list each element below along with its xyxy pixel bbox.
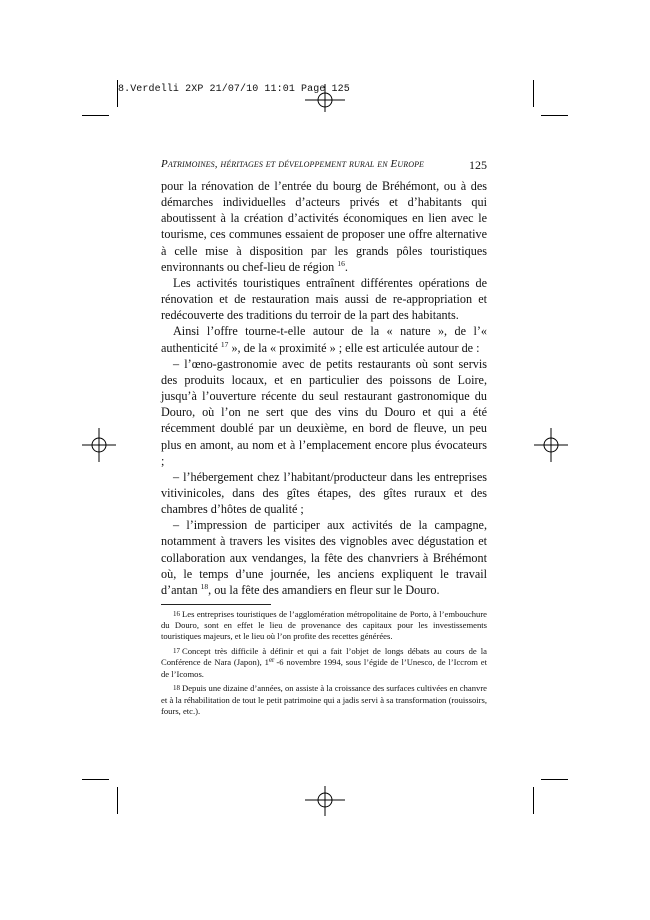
crop-mark-top-left-h (82, 115, 109, 116)
paragraph: Les activités touristiques entraînent différentes opérations de rénovation et de restauration mais aussi de re-appropriation et redécouverte des traditions du terroir de la part des habitants. (161, 275, 487, 323)
paragraph: pour la rénovation de l’entrée du bourg de Bréhémont, ou à des démarches individuelles d’acteurs privés et d’habitants qui aboutissent à la création d’activités économiques en lien avec le tourisme, ces communes essaient de proposer une offre alternative à celle mise à disposition par les grands pôles touristiques environnants ou chef-lieu de région $^{16}$. (161, 179, 487, 274)
crop-mark-top-left-v (117, 80, 118, 107)
registration-mark-right-icon (534, 428, 568, 462)
crop-mark-top-right-v (533, 80, 534, 107)
footnote-ref-16: 16 (337, 258, 345, 268)
crop-mark-top-right-h (541, 115, 568, 116)
footnote-ref-17: 17 (220, 339, 229, 349)
list-item: – l’œno-gastronomie avec de petits restaurants où sont servis des produits locaux, et en particulier des poissons de Loire, jusqu’à l’ouverture récente du seul restaurant gastronomique du Douro, où l’on ne sert que des vins du Douro et qui a été récemment doublé par un deuxième, en bord de fleuve, un peu plus en amont, au nom et à l’emplacement encore plus évocateurs ; (161, 356, 487, 468)
registration-mark-bottom-icon (305, 786, 345, 818)
footnote-rule (161, 604, 271, 605)
body-text (161, 178, 487, 598)
page-number: 125 (469, 158, 487, 172)
footnote-ref-18: 18 (200, 581, 209, 591)
crop-mark-bottom-right-h (541, 779, 568, 780)
registration-mark-top-icon (305, 82, 345, 112)
footnote-17: $^{17}$ Concept très difficile à définir et qui a fait l’objet de longs débats au cours de la Conférence de Nara (Japon), 1er -6 novembre 1994, sous l’égide de l’Unesco, de l’Iccrom et de l’Icomos. (161, 646, 487, 679)
list-item: – l’hébergement chez l’habitant/producteur dans les entreprises vitivinicoles, dans des gîtes étapes, des gîtes ruraux et des chambres d’hôtes de qualité ; (161, 469, 487, 517)
running-head-title: Patrimoines, héritages et développement rural en Europe (161, 158, 425, 170)
footnotes (161, 609, 487, 721)
paragraph: Ainsi l’offre tourne-t-elle autour de la « nature », de l’« authenticité $^{17}$ », de la « proximité » ; elle est articulée autour de : (161, 324, 487, 355)
crop-mark-bottom-left-h (82, 779, 109, 780)
list-item: – l’impression de participer aux activités de la campagne, notamment à travers les visites des vignobles avec dégustation et collaboration aux vendanges, la fête des chanvriers à Bréhémont où, le temps d’une journée, les anciens expliquent le travail d’antan $^{18}$, ou la fête des amandiers en fleur sur le Douro. (161, 518, 487, 597)
registration-mark-left-icon (82, 428, 116, 462)
printer-slug: 8.Verdelli 2XP 21/07/10 11:01 Page 125 (118, 84, 350, 95)
running-head (161, 158, 487, 174)
footnote-16: $^{16}$ Les entreprises touristiques de l’agglomération métropolitaine de Porto, à l’embouchure du Douro, sont en effet le lieu de provenance des capitaux pour les investissements touristiques majeurs, et le lieu où l’on profite des recettes générées. (161, 609, 487, 642)
crop-mark-bottom-left-v (117, 787, 118, 814)
crop-mark-bottom-right-v (533, 787, 534, 814)
footnote-18: $^{18}$ Depuis une dizaine d’années, on assiste à la croissance des surfaces cultivées en chanvre et à la réhabilitation de tout le petit patrimoine qui a jadis servi à sa transformation (rouissoirs, fours, etc.). (161, 683, 487, 716)
